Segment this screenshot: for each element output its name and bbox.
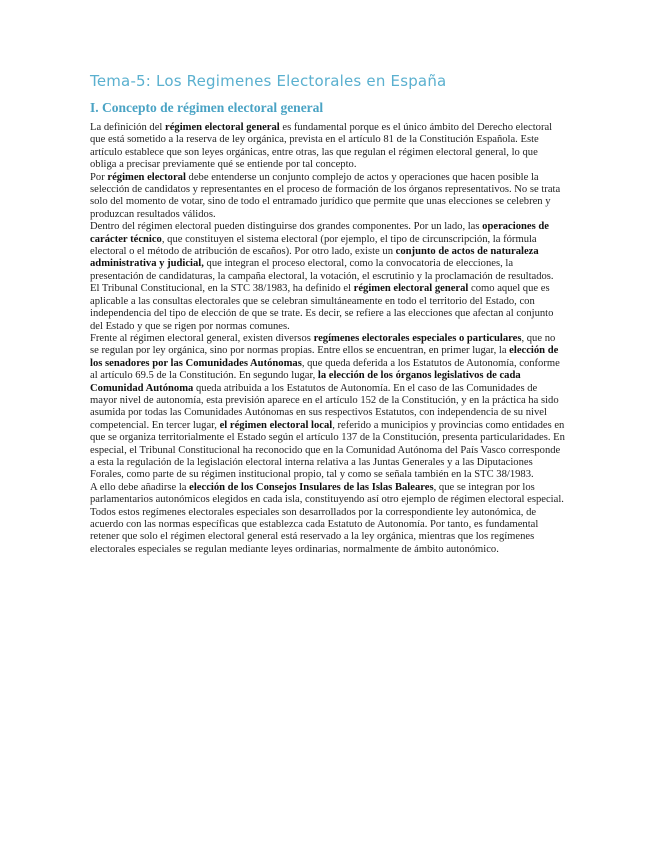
text-run: Todos estos regímenes electorales especiales son desarrollados por la correspondiente ley autonómica, de acuerdo con las normas específicas que establezca cada Estatuto de Autonomía. Por tanto, es fundamental retener que solo el régimen electoral general está reservado a la ley orgánica, mientras que los regímenes electorales especiales se regulan mediante leyes ordinarias, normalmente de ámbito autonómico.	[90, 506, 539, 555]
text-run: , que queda deferida a los Estatutos de Autonomía, conforme al artículo 69.5 de la Constitución. En segundo lugar,	[90, 357, 560, 382]
document-page	[90, 72, 566, 556]
text-run: es fundamental porque es el único ámbito del Derecho electoral que está sometido a la reserva de ley orgánica, prevista en el artículo 81 de la Constitución Española. Este artículo establece que son leyes orgánicas, entre otras, las que regulan el régimen electoral general, lo que obliga a precisar previamente qué se entiende por tal concepto.	[90, 122, 553, 171]
bold-term: régimen electoral general	[165, 122, 280, 133]
bold-term: operaciones de carácter técnico	[90, 221, 549, 245]
bold-term: elección de los senadores por las Comunidades Autónomas	[90, 345, 559, 369]
bold-term: elección de los Consejos Insulares de las Islas Baleares	[189, 481, 434, 493]
bold-term: régimen electoral	[107, 171, 186, 183]
paragraph	[90, 221, 566, 283]
bold-term: conjunto de actos de naturaleza administrativa y judicial,	[90, 246, 539, 270]
text-run: Frente al régimen electoral general, existen diversos	[90, 332, 314, 344]
paragraph	[90, 283, 566, 333]
paragraph	[90, 482, 566, 507]
text-run: Por	[90, 171, 108, 183]
document-body	[90, 122, 566, 556]
document-title: Tema-5: Los Regimenes Electorales en España	[90, 72, 447, 90]
text-run: , que no se regulan por ley orgánica, sino por normas propias. Entre ellos se encuentran, en primer lugar, la	[90, 332, 556, 357]
text-run: debe entenderse un conjunto complejo de actos y operaciones que hacen posible la selección de candidatos y representantes en el proceso de formación de los órganos representativos. No se trata solo del momento de votar, sino de todo el entramado jurídico que permite que unas elecciones se celebren y produzcan resultados válidos.	[90, 171, 561, 220]
text-run: como aquel que es aplicable a las consultas electorales que se celebran simultáneamente en todo el territorio del Estado, con independencia del tipo de elección de que se trate. Es decir, se refiere a las elecciones que afectan al conjunto del Estado y que se rigen por normas comunes.	[90, 283, 554, 332]
paragraph	[90, 172, 566, 222]
bold-term: la elección de los órganos legislativos de cada Comunidad Autónoma	[90, 370, 521, 394]
text-run: , que se integran por los parlamentarios autonómicos elegidos en cada isla, constituyendo así otro ejemplo de régimen electoral especial.	[90, 481, 564, 506]
text-run: La definición del	[90, 122, 166, 133]
text-run: queda atribuida a los Estatutos de Autonomía. En el caso de las Comunidades de mayor nivel de autonomía, esta previsión aparece en el artículo 152 de la Constitución, y en la práctica ha sido asumida por todas las Comunidades Autónomas en sus respectivos Estatutos, con independencia de su nivel competencial. En tercer lugar,	[90, 382, 559, 431]
text-run: A ello debe añadirse la	[90, 481, 190, 493]
text-run: Dentro del régimen electoral pueden distinguirse dos grandes componentes. Por un lado, las	[90, 221, 483, 233]
text-run: , que constituyen el sistema electoral (por ejemplo, el tipo de circunscripción, la fórmula electoral o el método de atribución de escaños). Por otro lado, existe un	[90, 233, 537, 258]
bold-term: regímenes electorales especiales o particulares	[313, 332, 522, 344]
text-run: El Tribunal Constitucional, en la STC 38/1983, ha definido el	[90, 283, 354, 295]
section-heading: I. Concepto de régimen electoral general	[90, 100, 324, 115]
paragraph	[90, 507, 566, 557]
paragraph	[90, 333, 566, 482]
text-run: que integran el proceso electoral, como la convocatoria de elecciones, la presentación de candidaturas, la campaña electoral, la votación, el escrutinio y la proclamación de resultados.	[90, 258, 554, 282]
bold-term: el régimen electoral local	[219, 419, 333, 431]
paragraph	[90, 122, 566, 172]
bold-term: régimen electoral general	[353, 283, 469, 295]
text-run: , referido a municipios y provincias como entidades en que se organiza territorialmente el Estado según el artículo 137 de la Constitución, presenta particularidades. En especial, el Tribunal Constitucional ha reconocido que en la Comunidad Autónoma del País Vasco corresponde a esta la regulación de la legislación electoral interna relativa a las Juntas Generales y a las Diputaciones Forales, como parte de su régimen institucional propio, tal y como se señala también en la STC 38/1983.	[90, 419, 565, 481]
